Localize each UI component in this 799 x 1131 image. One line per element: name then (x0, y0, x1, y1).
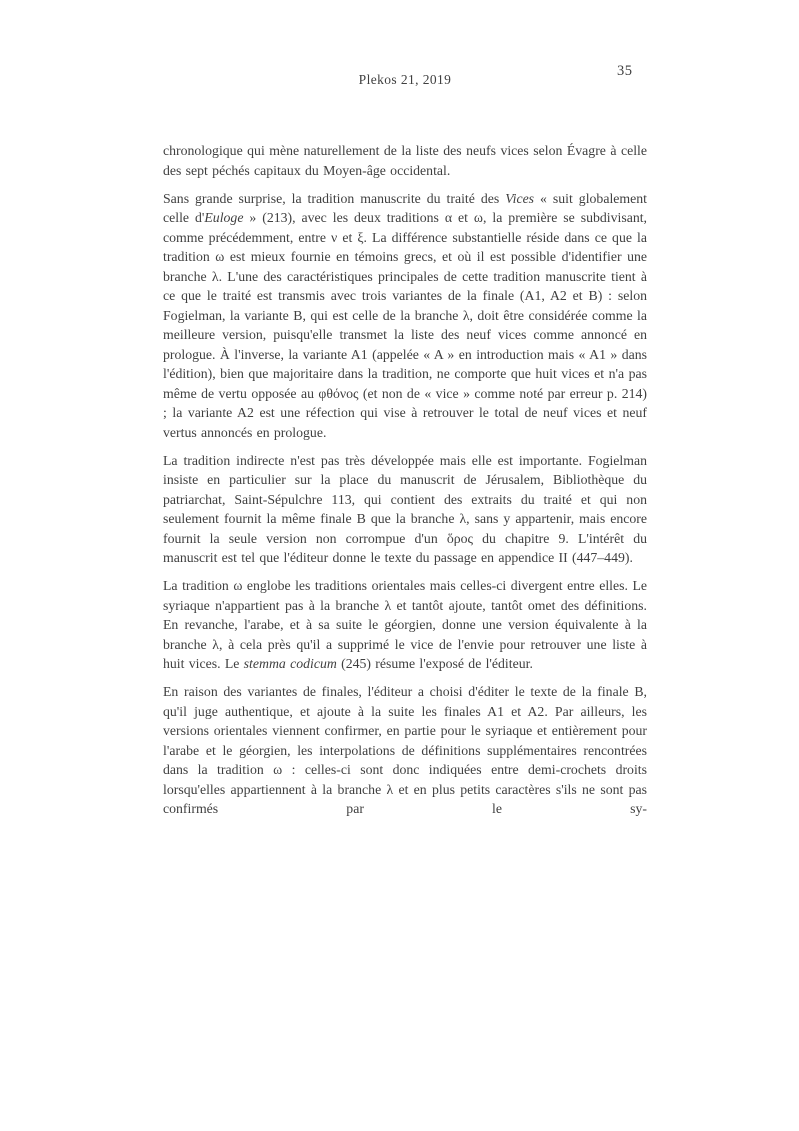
text-block (163, 141, 647, 827)
paragraph: La tradition indirecte n'est pas très développée mais elle est importante. Fogielman insiste en particulier sur la place du manuscrit de Jérusalem, Bibliothèque du patriarchat, Saint-Sépulchre 113, qui contient des extraits du traité et qui non seulement fournit la même finale B que la branche λ, sans y appartenir, mais encore fournit la seule version non corrompue d'un ὅρος du chapitre 9. L'intérêt du manuscrit est tel que l'éditeur donne le texte du passage en appendice II (447–449). (163, 452, 647, 565)
paragraph: La tradition ω englobe les traditions orientales mais celles-ci divergent entre elles. Le syriaque n'appartient pas à la branche λ et tantôt ajoute, tantôt omet des définitions. En revanche, l'arabe, et à sa suite le géorgien, donne une version équivalente à la branche λ, à cela près qu'il a supprimé le vice de l'envie pour retrouver une liste à huit vices. Le stemma codicum (245) résume l'exposé de l'éditeur. (163, 578, 647, 671)
italic-term: Euloge (204, 210, 244, 225)
italic-term: stemma codicum (243, 656, 337, 671)
paragraph: chronologique qui mène naturellement de la liste des neufs vices selon Évagre à celle des sept péchés capitaux du Moyen-âge occidental. (163, 143, 647, 178)
italic-term: Vices (505, 190, 535, 206)
paragraph: Sans grande surprise, la tradition manuscrite du traité des Vices « suit globalement celle d'Euloge » (213), avec les deux traditions α et ω, la première se subdivisant, comme précédemment, entre ν et ξ. La différence substantielle réside dans ce que la tradition ω est mieux fournie en témoins grecs, et où il est possible d'identifier une branche λ. L'une des caractéristiques principales de cette tradition manuscrite tient à ce que le traité est transmis avec trois variantes de la finale (A1, A2 et B) : selon Fogielman, la variante B, qui est celle de la branche λ, doit être considérée comme la meilleure version, puisqu'elle transmet la liste des neuf vices comme annoncé en prologue. À l'inverse, la variante A1 (appelée « A » en introduction mais « A1 » dans l'édition), bien que majoritaire dans la tradition, ne comporte que huit vices et n'a pas même de vertu opposée au φθόνος (et non de « vice » comme noté par erreur p. 214) ; la variante A2 est une réfection qui vise à retrouver le total de neuf vices et neuf vertus annoncés en prologue. (163, 190, 648, 440)
running-head-journal-title: Plekos 21, 2019 (358, 72, 452, 87)
paragraph: En raison des variantes de finales, l'éditeur a choisi d'éditer le texte de la finale B, qu'il juge authentique, et ajoute à la suite les finales A1 et A2. Par ailleurs, les versions orientales viennent confirmer, en partie pour le syriaque et entièrement pour l'arabe et le géorgien, les interpolations de définitions supplémentaires rencontrées dans la tradition ω : celles-ci sont donc indiquées entre demi-crochets droits lorsqu'elles appartiennent à la branche λ et en plus petits caractères s'ils ne sont pas confirmés par le sy- (163, 684, 647, 816)
running-head-page-number: 35 (617, 63, 633, 79)
